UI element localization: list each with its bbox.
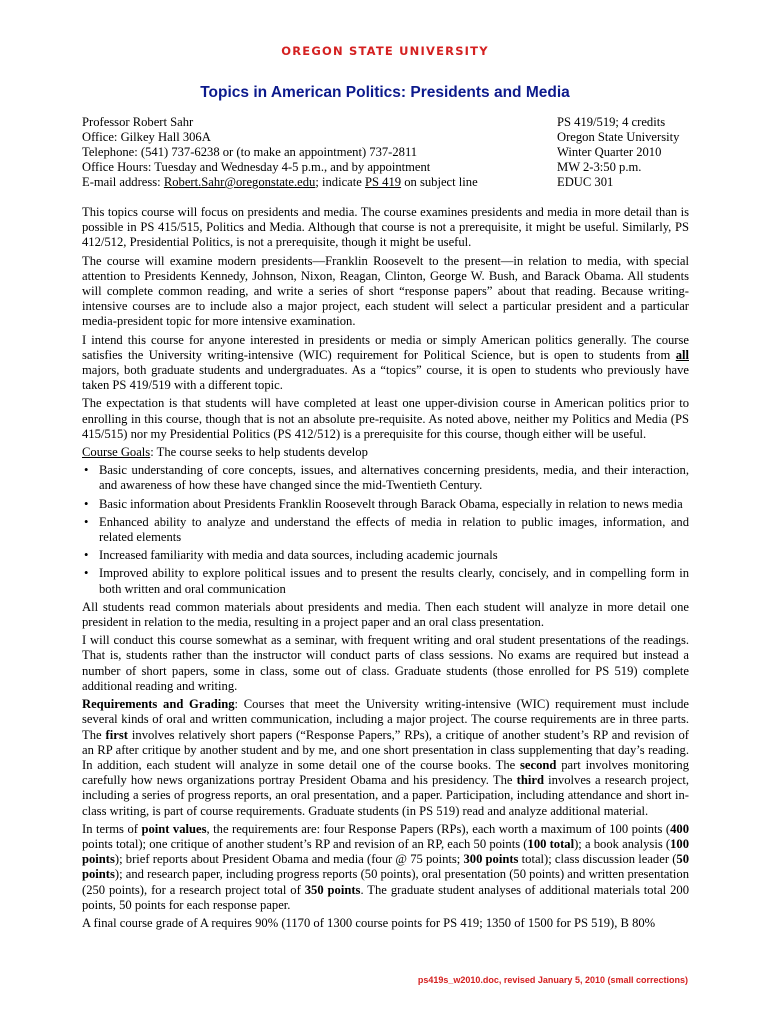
university-name: OREGON STATE UNIVERSITY	[281, 44, 489, 58]
requirements-text: : Courses that meet the University writing-intensive (WIC) requirement must include several kinds of oral and written communication, including a major project. The course requirements are in three parts. The	[82, 697, 689, 742]
points-text: ); and research paper, including progress reports (50 points), oral presentation (50 points) and written presentation (250 points), for a research project total of	[82, 867, 689, 897]
presidents-paragraph: The course will examine modern presidents—Franklin Roosevelt to the present—in relation to media, with special attention to Presidents Kennedy, Johnson, Nixon, Reagan, Clinton, George W. Bush, and Barack Obama. All students will complete common reading, and write a series of short “response papers” about that reading. Because writing-intensive courses are to include also a major project, each student will select a particular president and a particular media-president topic for more intensive examination.	[82, 253, 689, 329]
list-item	[82, 566, 689, 596]
requirements-text: involves a research project, including a series of progress reports, an oral presentation, and a paper. Participation, including attendance and short in-class writing, is part of course requirements. Graduate students (in PS 519) read and analyze additional material.	[82, 773, 689, 818]
list-item	[82, 548, 689, 563]
second-emphasis: second	[520, 757, 557, 772]
email-suffix: on subject line	[401, 175, 478, 189]
points-400: 400	[670, 821, 690, 836]
office-hours: Office Hours: Tuesday and Wednesday 4-5 p.m., and by appointment	[82, 160, 431, 174]
points-text: , the requirements are: four Response Papers (RPs), each worth a maximum of 100 points (	[206, 821, 671, 836]
points-text: In terms of	[82, 821, 142, 836]
goals-intro: : The course seeks to help students develop	[150, 445, 368, 460]
course-number: PS 419/519; 4 credits	[557, 115, 666, 129]
course-room: EDUC 301	[557, 175, 614, 189]
goals-heading	[82, 445, 689, 460]
points-50: 50 points	[82, 852, 689, 882]
requirements-text: involves relatively short papers (“Response Papers,” RPs), a critique of another student’s RP and revision of an RP after critique by another student and by me, and one short presentation in class supplementing that day’s reading. In addition, each student will analyze in some detail one of the course books. The	[82, 727, 689, 772]
expectation-paragraph: The expectation is that students will have completed at least one upper-division course in American politics prior to enrolling in this course, though that is not an absolute pre-requisite. As noted above, neither my Politics and Media (PS 415/515) nor my Presidential Politics (PS 412/512) is a prerequisite for this course, though either will be useful.	[82, 396, 689, 441]
goal-text: Basic understanding of core concepts, issues, and alternatives concerning presidents, media, and their interaction, and awareness of how these have changed since the mid-Twentieth Century.	[99, 463, 689, 493]
points-300: 300 points	[463, 852, 519, 867]
points-text: total); class discussion leader (	[518, 852, 677, 867]
goals-label: Course Goals	[82, 445, 151, 460]
list-item	[82, 515, 689, 545]
points-text: points total); one critique of another student’s RP and revision of an RP, each 50 points (	[82, 836, 528, 851]
bullet-icon: •	[84, 514, 89, 529]
first-emphasis: first	[105, 727, 128, 742]
goal-text: Increased familiarity with media and data sources, including academic journals	[99, 548, 498, 563]
email-subject: PS 419	[365, 175, 402, 189]
email-link[interactable]: Robert.Sahr@oregonstate.edu	[163, 175, 316, 189]
points-text: ); brief reports about President Obama and media (four @ 75 points;	[114, 852, 464, 867]
document-footer: ps419s_w2010.doc, revised January 5, 2010 (small corrections)	[417, 975, 688, 985]
course-term: Winter Quarter 2010	[557, 145, 662, 159]
requirements-paragraph	[82, 697, 689, 819]
course-time: MW 2-3:50 p.m.	[557, 160, 642, 174]
list-item	[82, 497, 689, 512]
course-info	[557, 115, 717, 190]
goal-text: Improved ability to explore political issues and to present the results clearly, concisely, and in compelling form in both written and oral communication	[99, 566, 689, 596]
bullet-icon: •	[84, 496, 89, 511]
goal-text: Enhanced ability to analyze and understand the effects of media in relation to public images, information, and related elements	[99, 514, 689, 545]
points-100-total: 100 total	[527, 836, 575, 851]
requirements-text: part involves monitoring carefully how news organizations portray President Obama and his presidency. The	[82, 757, 689, 788]
materials-paragraph: All students read common materials about presidents and media. Then each student will analyze in more detail one president in relation to the media, resulting in a project paper and an oral class presentation.	[82, 599, 689, 630]
audience-text-end: majors, both graduate students and undergraduates. As a “topics” course, it is open to students who previously have taken PS 419/519 with a different topic.	[82, 363, 689, 393]
goals-list	[82, 463, 689, 597]
syllabus-body	[82, 205, 689, 934]
third-emphasis: third	[516, 773, 544, 788]
points-paragraph	[82, 822, 689, 913]
office-location: Office: Gilkey Hall 306A	[82, 130, 211, 144]
points-text: ); a book analysis (	[574, 836, 671, 851]
bullet-icon: •	[84, 566, 89, 581]
audience-text: I intend this course for anyone interested in presidents or media or simply American politics generally. The course satisfies the University writing-intensive (WIC) requirement for Political Science, but is open to students from	[82, 332, 689, 362]
seminar-paragraph: I will conduct this course somewhat as a seminar, with frequent writing and oral student presentations of the readings. That is, students rather than the instructor will conduct parts of class sessions. No exams are required but instead a number of short papers, some in class, some out of class. Graduate students (those enrolled for PS 519) complete additional reading and writing.	[82, 633, 689, 693]
points-100: 100 points	[82, 836, 689, 867]
email-prefix: E-mail address:	[82, 175, 164, 189]
point-values-emphasis: point values	[141, 821, 207, 836]
points-350: 350 points	[304, 882, 361, 897]
goal-text: Basic information about Presidents Franklin Roosevelt through Barack Obama, especially in relation to news media	[99, 496, 683, 511]
email-mid: ; indicate	[315, 175, 365, 189]
all-emphasis: all	[675, 347, 689, 362]
bullet-icon: •	[84, 463, 89, 478]
list-item	[82, 463, 689, 493]
professor-name: Professor Robert Sahr	[82, 115, 194, 129]
course-title: Topics in American Politics: Presidents and Media	[200, 84, 570, 101]
audience-paragraph	[82, 333, 689, 394]
instructor-info	[82, 115, 542, 190]
course-university: Oregon State University	[557, 130, 680, 144]
email-line	[82, 175, 542, 190]
requirements-label: Requirements and Grading	[82, 697, 235, 712]
final-grade-paragraph: A final course grade of A requires 90% (1170 of 1300 course points for PS 419; 1350 of 1500 for PS 519), B 80%	[82, 915, 656, 930]
intro-paragraph: This topics course will focus on presidents and media. The course examines presidents and media in more detail than is possible in PS 415/515, Politics and Media. Although that course is not a prerequisite, it might be useful. Similarly, PS 412/512, Presidential Politics, is not a prerequisite, though it might be useful.	[82, 205, 689, 250]
bullet-icon: •	[84, 548, 89, 563]
telephone: Telephone: (541) 737-6238 or (to make an appointment) 737-2811	[82, 145, 418, 159]
points-text: . The graduate student analyses of additional materials total 200 points, 50 points for each response paper.	[82, 882, 689, 912]
